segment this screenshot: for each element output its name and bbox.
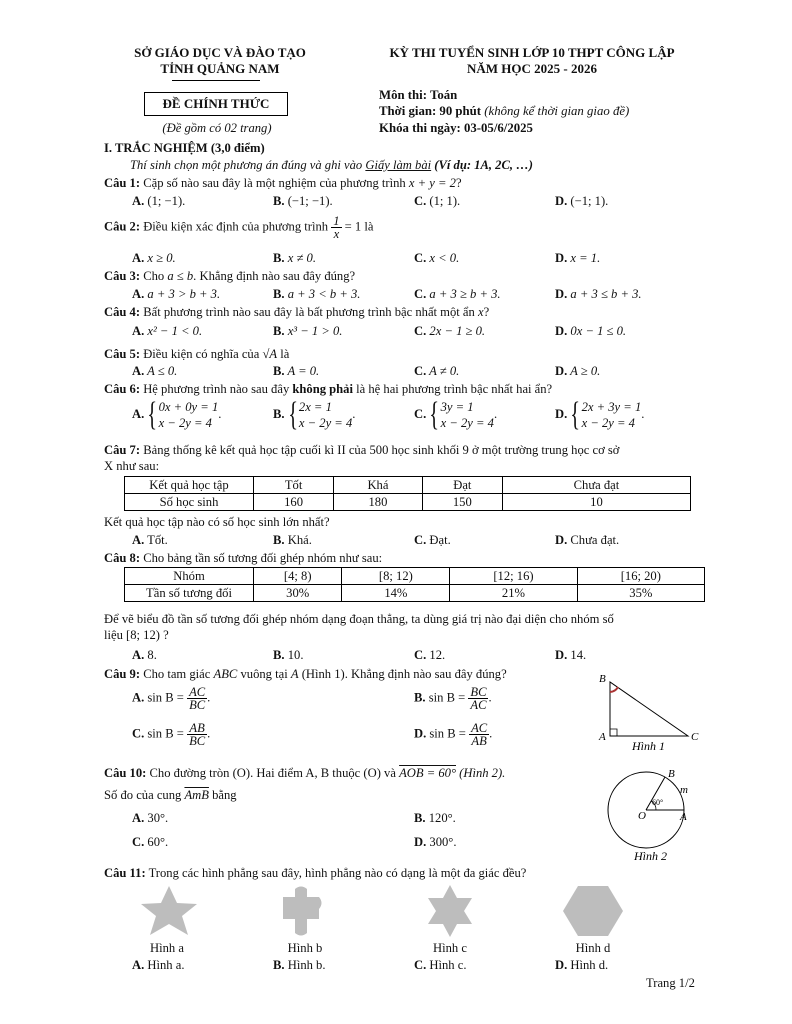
q7-option-d[interactable]: D. Chưa đạt. bbox=[555, 533, 620, 547]
q7-label: Câu 7: bbox=[104, 443, 141, 457]
q4-label: Câu 4: bbox=[104, 305, 141, 319]
province-name: TỈNH QUẢNG NAM bbox=[160, 61, 280, 76]
q8-option-a[interactable]: A. 8. bbox=[132, 648, 157, 662]
shape-label-d: Hình d bbox=[575, 941, 611, 955]
header-right bbox=[362, 45, 702, 77]
official-badge: ĐỀ CHÍNH THỨC bbox=[144, 92, 288, 116]
q11-option-c[interactable]: C. Hình c. bbox=[414, 958, 467, 972]
q10-option-b[interactable]: B. 120°. bbox=[414, 811, 456, 825]
q9-option-b[interactable]: B. sin B = $\frac{BC}{AC}$ . bbox=[414, 685, 492, 712]
q1-text: Cặp số nào sau đây là một nghiệm của phương trình bbox=[143, 176, 406, 190]
shape-label-a: Hình a bbox=[150, 941, 184, 955]
table-row: Số học sinh 160 180 150 10 bbox=[125, 494, 691, 511]
star-shape bbox=[132, 883, 212, 941]
q2-fraction: $\frac{1}{x}$ bbox=[333, 214, 340, 241]
department-name: SỞ GIÁO DỤC VÀ ĐÀO TẠO bbox=[134, 45, 306, 60]
question-2 bbox=[104, 215, 714, 240]
figure-2-circle bbox=[598, 764, 708, 868]
q2-option-b[interactable]: B. x ≠ 0. bbox=[273, 251, 316, 265]
question-8 bbox=[104, 550, 714, 566]
q6-options bbox=[0, 396, 792, 439]
q6-tail: là hệ hai phương trình bậc nhất hai ẩn? bbox=[356, 382, 553, 396]
question-1 bbox=[104, 175, 714, 191]
q8-option-b[interactable]: B. 10. bbox=[273, 648, 304, 662]
q4-option-b[interactable]: B. x³ − 1 > 0. bbox=[273, 324, 343, 338]
exam-title: KỲ THI TUYỂN SINH LỚP 10 THPT CÔNG LẬP bbox=[389, 45, 675, 60]
figure-1-triangle bbox=[596, 670, 706, 755]
table-row: Tần số tương đối 30% 14% 21% 35% bbox=[125, 585, 705, 602]
q4-option-c[interactable]: C. 2x − 1 ≥ 0. bbox=[414, 324, 486, 338]
table-row: Kết quả học tập Tốt Khá Đạt Chưa đạt bbox=[125, 477, 691, 494]
q3-text: Cho bbox=[143, 269, 165, 283]
q1-option-c[interactable]: C. (1; 1). bbox=[414, 194, 461, 208]
q2-option-a[interactable]: A. x ≥ 0. bbox=[132, 251, 176, 265]
q2-label: Câu 2: bbox=[104, 219, 141, 234]
fig2-label-o: O bbox=[638, 810, 646, 822]
q7-option-b[interactable]: B. Khá. bbox=[273, 533, 312, 547]
q7-option-c[interactable]: C. Đạt. bbox=[414, 533, 451, 547]
q4-math: x bbox=[477, 305, 484, 319]
q3-tail: . Khẳng định nào sau đây đúng? bbox=[193, 269, 356, 283]
q1-math: x + y = 2 bbox=[408, 176, 456, 190]
q7-option-a[interactable]: A. Tốt. bbox=[132, 533, 168, 547]
q9-option-a[interactable]: A. sin B = $\frac{AC}{BC}$ . bbox=[132, 685, 211, 712]
fig2-angle: 60° bbox=[652, 798, 664, 807]
fig1-label-c: C bbox=[691, 731, 699, 743]
q8-text: Cho bảng tần số tương đối ghép nhóm như sau: bbox=[143, 551, 383, 565]
question-6 bbox=[104, 381, 714, 397]
fig2-label-a: A bbox=[680, 811, 687, 823]
q5-option-d[interactable]: D. A ≥ 0. bbox=[555, 364, 601, 378]
q5-option-c[interactable]: C. A ≠ 0. bbox=[414, 364, 460, 378]
q4-option-a[interactable]: A. x² − 1 < 0. bbox=[132, 324, 203, 338]
question-10-line2: Số đo của cung $\overline{AmB}$ bằng bbox=[104, 788, 237, 802]
q3-math: a ≤ b bbox=[167, 269, 194, 283]
q5-text: Điều kiện có nghĩa của bbox=[143, 347, 260, 361]
q8-table bbox=[124, 567, 705, 602]
shape-label-c: Hình c bbox=[433, 941, 467, 955]
q10-arc: $\overline{AmB}$ bbox=[184, 788, 209, 802]
time-note: (không kể thời gian giao đề) bbox=[484, 104, 630, 118]
q4-tail: ? bbox=[483, 305, 490, 319]
instruction-example: (Ví dụ: 1A, 2C, …) bbox=[431, 158, 533, 172]
q10-option-d[interactable]: D. 300°. bbox=[414, 835, 457, 849]
q5-option-a[interactable]: A. A ≤ 0. bbox=[132, 364, 178, 378]
q6-emphasis: không phải bbox=[292, 382, 353, 396]
school-year: NĂM HỌC 2025 - 2026 bbox=[467, 61, 597, 76]
table-row: Nhóm [4; 8) [8; 12) [12; 16) [16; 20) bbox=[125, 568, 705, 585]
q5-math: √A bbox=[262, 347, 278, 361]
q1-option-a[interactable]: A. (1; −1). bbox=[132, 194, 186, 208]
q2-option-d[interactable]: D. x = 1. bbox=[555, 251, 601, 265]
instruction-underline: Giấy làm bài bbox=[365, 158, 432, 172]
shape-label-b: Hình b bbox=[287, 941, 323, 955]
q5-option-b[interactable]: B. A = 0. bbox=[273, 364, 320, 378]
q7-table bbox=[124, 476, 691, 511]
q6-option-c[interactable]: C.{3y = 1 x − 2y = 4. bbox=[414, 396, 498, 433]
q8-label: Câu 8: bbox=[104, 551, 141, 565]
q8-option-c[interactable]: C. 12. bbox=[414, 648, 446, 662]
q6-label: Câu 6: bbox=[104, 382, 141, 396]
fig2-caption: Hình 2 bbox=[634, 849, 667, 863]
question-11: Câu 11: Trong các hình phẳng sau đây, hình phẳng nào có dạng là một đa giác đều? bbox=[104, 866, 527, 880]
q3-option-c[interactable]: C. a + 3 ≥ b + 3. bbox=[414, 287, 501, 301]
q1-tail: ? bbox=[455, 176, 462, 190]
question-9: Câu 9: Cho tam giác ABC vuông tại A (Hình 1). Khẳng định nào sau đây đúng? bbox=[104, 667, 507, 681]
q6-option-b[interactable]: B.{2x = 1 x − 2y = 4. bbox=[273, 396, 356, 433]
q7-question: Kết quả học tập nào có số học sinh lớn nhất? bbox=[104, 515, 330, 529]
q5-tail: là bbox=[280, 347, 290, 361]
q10-option-a[interactable]: A. 30°. bbox=[132, 811, 169, 825]
instruction-text: Thí sinh chọn một phương án đúng và ghi vào bbox=[130, 158, 366, 172]
question-7 bbox=[104, 442, 714, 474]
q8-question: Để vẽ biểu đồ tần số tương đối ghép nhóm dạng đoạn thẳng, ta dùng giá trị nào đại diện cho nhóm số liệu [8; 12) ? bbox=[104, 612, 614, 642]
q6-option-d[interactable]: D.{2x + 3y = 1 x − 2y = 4. bbox=[555, 396, 645, 433]
fig1-caption: Hình 1 bbox=[632, 739, 665, 753]
fig2-label-m: m bbox=[680, 784, 688, 796]
q11-option-d[interactable]: D. Hình d. bbox=[555, 958, 609, 972]
q8-option-d[interactable]: D. 14. bbox=[555, 648, 587, 662]
time-line bbox=[379, 104, 629, 119]
subject: Môn thi: Toán bbox=[379, 88, 458, 102]
question-4 bbox=[104, 304, 714, 320]
q9-option-d[interactable]: D. sin B = $\frac{AC}{AB}$ . bbox=[414, 721, 493, 748]
q1-option-d[interactable]: D. (−1; 1). bbox=[555, 194, 609, 208]
q1-option-b[interactable]: B. (−1; −1). bbox=[273, 194, 333, 208]
q10-option-c[interactable]: C. 60°. bbox=[132, 835, 169, 849]
fig2-label-b: B bbox=[668, 768, 675, 780]
hexagram-shape bbox=[420, 883, 480, 941]
q11-option-b[interactable]: B. Hình b. bbox=[273, 958, 326, 972]
page-number: Trang 1/2 bbox=[646, 976, 695, 990]
q3-option-a[interactable]: A. a + 3 > b + 3. bbox=[132, 287, 221, 301]
q3-option-b[interactable]: B. a + 3 < b + 3. bbox=[273, 287, 361, 301]
fig1-label-b: B bbox=[599, 673, 606, 685]
q1-label: Câu 1: bbox=[104, 176, 141, 190]
q5-label: Câu 5: bbox=[104, 347, 141, 361]
q4-option-d[interactable]: D. 0x − 1 ≤ 0. bbox=[555, 324, 627, 338]
q6-option-a[interactable]: A.{0x + 0y = 1 x − 2y = 4. bbox=[132, 396, 222, 433]
header-left bbox=[110, 45, 330, 77]
q7-text: Bảng thống kê kết quả học tập cuối kì II của 500 học sinh khối 9 ở một trường trung học cơ sở bbox=[143, 443, 620, 457]
header-rule bbox=[172, 80, 260, 81]
q2-option-c[interactable]: C. x < 0. bbox=[414, 251, 460, 265]
q3-option-d[interactable]: D. a + 3 ≤ b + 3. bbox=[555, 287, 642, 301]
question-3 bbox=[104, 268, 714, 284]
question-5 bbox=[104, 346, 714, 362]
pages-note: (Đề gồm có 02 trang) bbox=[162, 121, 272, 135]
q7-text2: X như sau: bbox=[104, 459, 160, 473]
question-10: Câu 10: Cho đường tròn (O). Hai điểm A, B thuộc (O) và AOB = 60° (Hình 2). bbox=[104, 766, 506, 780]
q11-option-a[interactable]: A. Hình a. bbox=[132, 958, 185, 972]
hexagon-shape bbox=[560, 883, 630, 941]
q6-text: Hệ phương trình nào sau đây bbox=[143, 382, 290, 396]
fig1-label-a: A bbox=[599, 731, 606, 743]
exam-date: Khóa thi ngày: 03-05/6/2025 bbox=[379, 121, 533, 135]
time-label: Thời gian: 90 phút bbox=[379, 104, 482, 118]
section-title: I. TRẮC NGHIỆM (3,0 điểm) bbox=[104, 141, 265, 155]
q4-text: Bất phương trình nào sau đây là bất phương trình bậc nhất một ẩn bbox=[143, 305, 475, 319]
q3-label: Câu 3: bbox=[104, 269, 141, 283]
q10-angle: AOB = 60° bbox=[399, 766, 456, 780]
instruction bbox=[130, 158, 533, 173]
q2-text: Điều kiện xác định của phương trình bbox=[143, 219, 329, 234]
q9-option-c[interactable]: C. sin B = $\frac{AB}{BC}$ . bbox=[132, 721, 211, 748]
q2-tail: = 1 là bbox=[344, 219, 374, 234]
cross-shape bbox=[275, 883, 335, 941]
